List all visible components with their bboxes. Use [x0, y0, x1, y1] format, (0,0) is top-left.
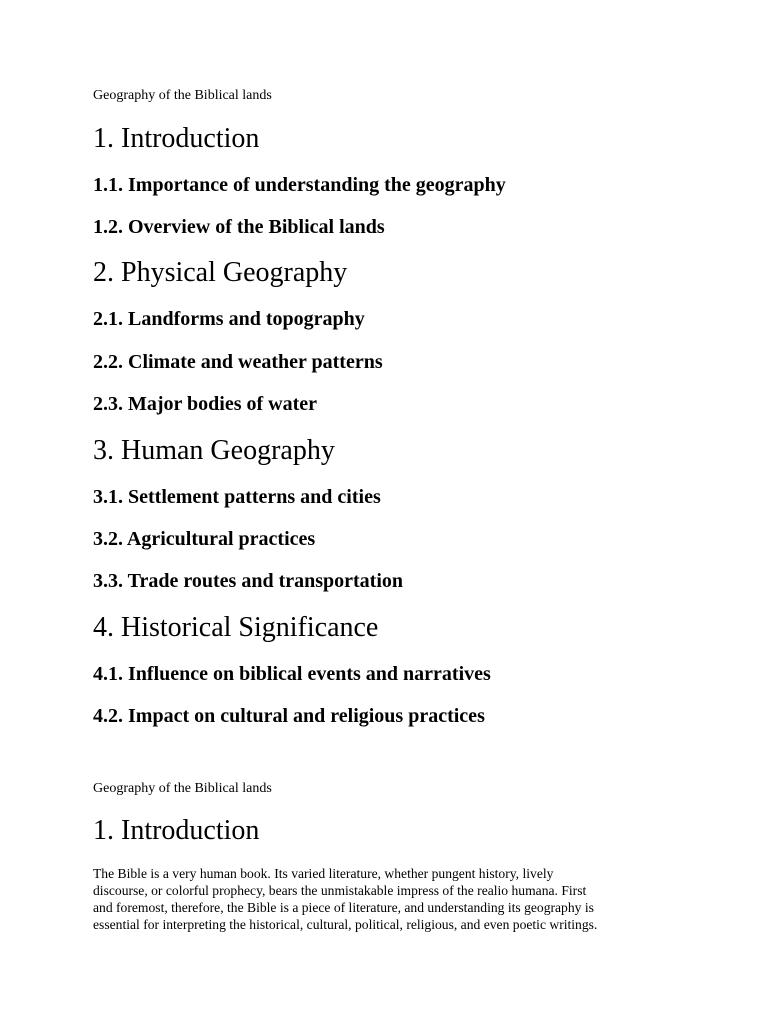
toc-subsection-3-1: 3.1. Settlement patterns and cities	[93, 486, 381, 508]
toc-section-heading-1: 1. Introduction	[93, 123, 260, 154]
paragraph-line: The Bible is a very human book. Its varied literature, whether pungent history, lively	[93, 866, 554, 881]
toc-section-heading-2: 2. Physical Geography	[93, 257, 348, 288]
toc-subsection-3-3: 3.3. Trade routes and transportation	[93, 570, 404, 592]
toc-subsection-4-1: 4.1. Influence on biblical events and narratives	[93, 663, 491, 685]
toc-subsection-4-2: 4.2. Impact on cultural and religious practices	[93, 705, 485, 727]
toc-section-heading-3: 3. Human Geography	[93, 435, 335, 466]
toc-subsection-1-2: 1.2. Overview of the Biblical lands	[93, 216, 385, 238]
toc-section-heading-4: 4. Historical Significance	[93, 612, 379, 643]
paragraph-line: essential for interpreting the historical, cultural, political, religious, and even poetic writings.	[93, 917, 598, 932]
paragraph-line: and foremost, therefore, the Bible is a piece of literature, and understanding its geography is	[93, 900, 594, 915]
body-section-heading: 1. Introduction	[93, 815, 260, 846]
toc-document-title: Geography of the Biblical lands	[93, 88, 272, 103]
toc-subsection-2-3: 2.3. Major bodies of water	[93, 393, 318, 415]
toc-subsection-2-2: 2.2. Climate and weather patterns	[93, 351, 383, 373]
toc-subsection-1-1: 1.1. Importance of understanding the geography	[93, 174, 506, 196]
body-paragraph	[93, 865, 683, 933]
toc-subsection-3-2: 3.2. Agricultural practices	[93, 528, 316, 550]
paragraph-line: discourse, or colorful prophecy, bears the unmistakable impress of the realio humana. First	[93, 883, 587, 898]
body-document-title: Geography of the Biblical lands	[93, 781, 272, 796]
toc-subsection-2-1: 2.1. Landforms and topography	[93, 308, 365, 330]
